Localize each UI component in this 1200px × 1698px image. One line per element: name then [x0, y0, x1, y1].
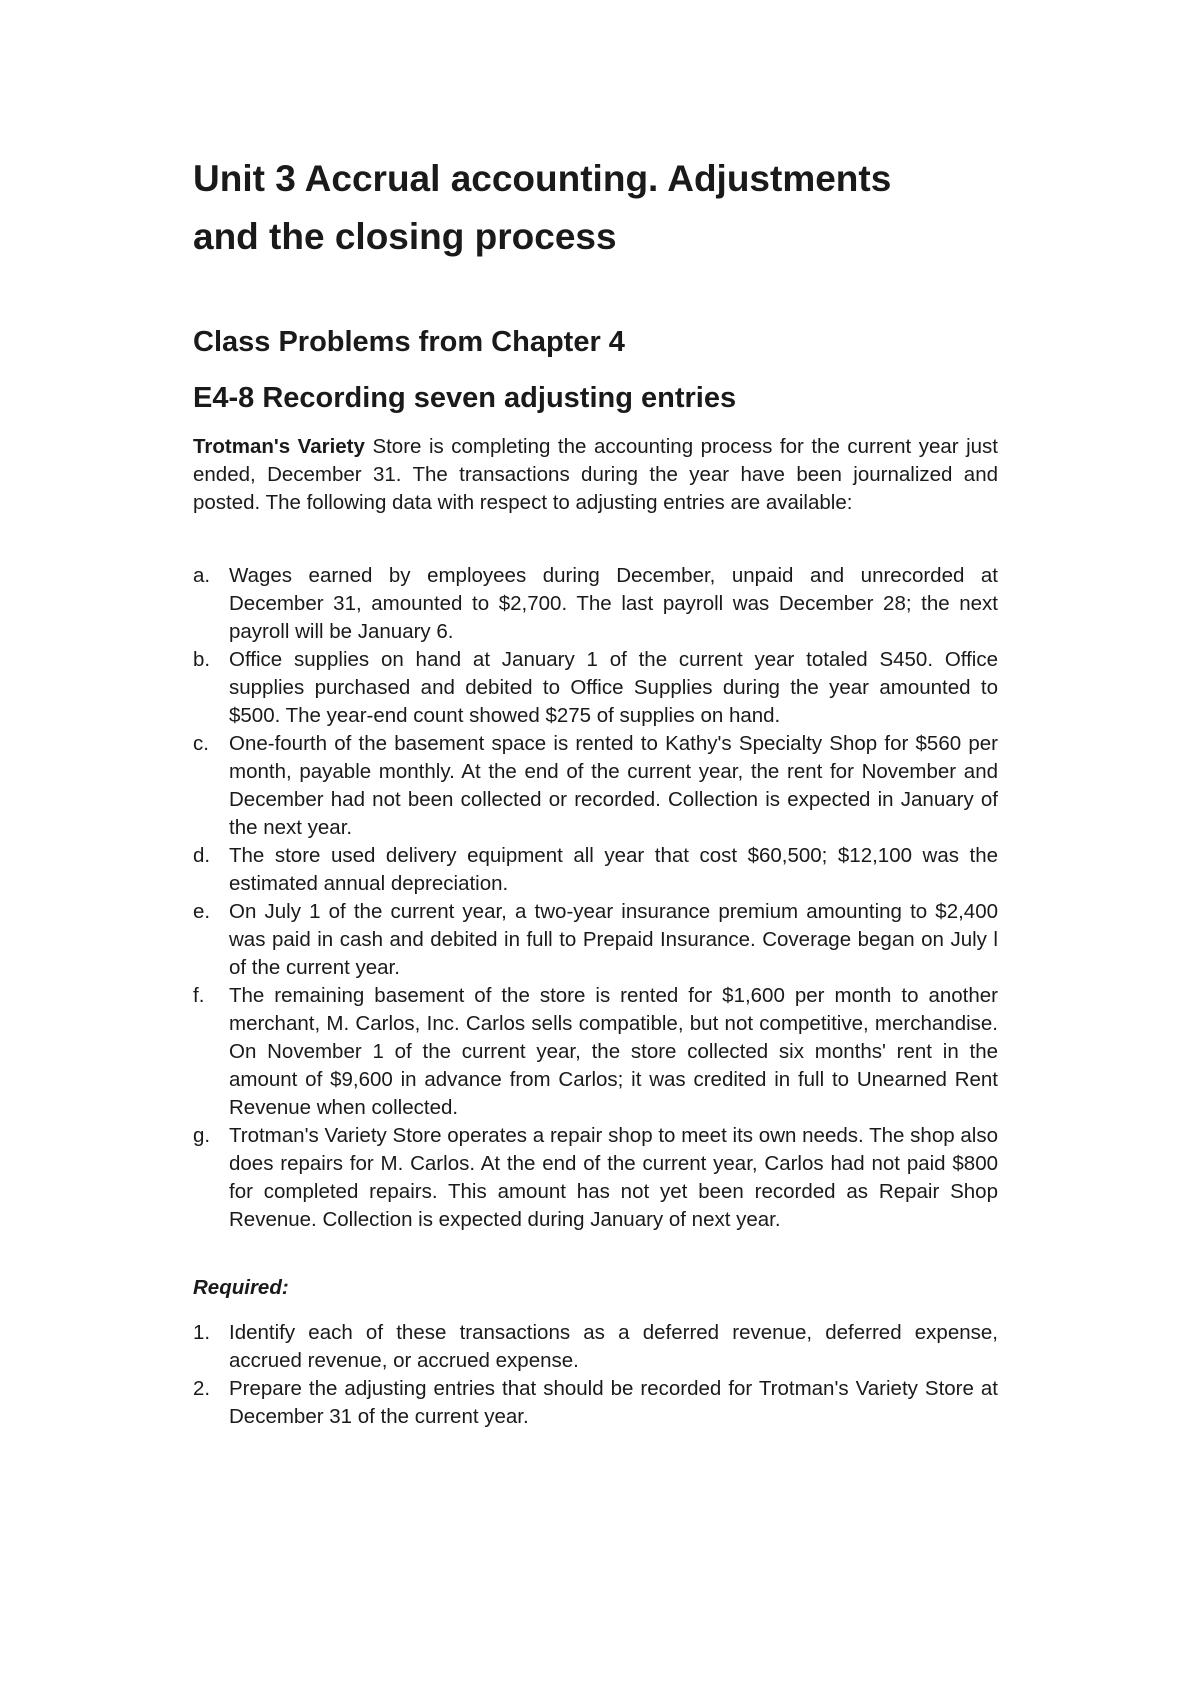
item-letter: g. — [193, 1124, 211, 1147]
adjustment-data-list — [193, 562, 998, 1234]
exercise-heading: E4-8 Recording seven adjusting entries — [193, 382, 737, 414]
item-letter: c. — [193, 732, 209, 755]
list-item — [193, 730, 998, 842]
item-text: One-fourth of the basement space is rented to Kathy's Specialty Shop for $560 per month, payable monthly. At the end of the current year, the rent for November and December had not been collected or recorded. Collection is expected in January of the next year. — [229, 732, 998, 839]
item-text: Trotman's Variety Store operates a repair shop to meet its own needs. The shop also does repairs for M. Carlos. At the end of the current year, Carlos had not paid $800 for completed repairs. This amount has not yet been recorded as Repair Shop Revenue. Collection is expected during January of next year. — [229, 1124, 998, 1231]
item-text: Office supplies on hand at January 1 of the current year totaled S450. Office supplies purchased and debited to Office Supplies during the year amounted to $500. The year-end count showed $275 of supplies on hand. — [229, 648, 998, 727]
item-letter: a. — [193, 564, 211, 587]
item-letter: e. — [193, 900, 211, 923]
task-text: Identify each of these transactions as a deferred revenue, deferred expense, accrued revenue, or accrued expense. — [229, 1321, 998, 1372]
list-item — [193, 646, 998, 730]
list-item — [193, 1122, 998, 1234]
task-number: 2. — [193, 1377, 211, 1400]
required-label: Required: — [193, 1276, 289, 1299]
item-text: The store used delivery equipment all year that cost $60,500; $12,100 was the estimated annual depreciation. — [229, 844, 998, 895]
list-item — [193, 562, 998, 646]
unit-title-line-2: and the closing process — [193, 216, 617, 257]
item-text: On July 1 of the current year, a two-year insurance premium amounting to $2,400 was paid in cash and debited in full to Prepaid Insurance. Coverage began on July l of the current year. — [229, 900, 998, 979]
task-text: Prepare the adjusting entries that should be recorded for Trotman's Variety Store at December 31 of the current year. — [229, 1377, 998, 1428]
document-page — [193, 150, 999, 1428]
unit-title-line-1: Unit 3 Accrual accounting. Adjustments — [193, 158, 892, 199]
item-letter: d. — [193, 844, 211, 867]
list-item — [193, 842, 998, 898]
list-item — [193, 1319, 998, 1375]
intro-paragraph — [193, 433, 998, 517]
list-item — [193, 898, 998, 982]
list-item — [193, 1375, 998, 1431]
item-letter: f. — [193, 984, 205, 1007]
item-letter: b. — [193, 648, 211, 671]
required-tasks-list — [193, 1319, 998, 1431]
item-text: The remaining basement of the store is rented for $1,600 per month to another merchant, M. Carlos, Inc. Carlos sells compatible, but not competitive, merchandise. On November 1 of the current year, the store collected six months' rent in the amount of $9,600 in advance from Carlos; it was credited in full to Unearned Rent Revenue when collected. — [229, 984, 998, 1119]
unit-title — [193, 150, 998, 266]
item-text: Wages earned by employees during December, unpaid and unrecorded at December 31, amounted to $2,700. The last payroll was December 28; the next payroll will be January 6. — [229, 564, 998, 643]
chapter-heading: Class Problems from Chapter 4 — [193, 326, 625, 358]
list-item — [193, 982, 998, 1122]
task-number: 1. — [193, 1321, 211, 1344]
company-name: Trotman's Variety — [193, 435, 365, 458]
intro-text: Store is completing the accounting process for the current year just ended, December 31. The transactions during the year have been journalized and posted. The following data with respect to adjusting entries are available: — [193, 435, 999, 514]
